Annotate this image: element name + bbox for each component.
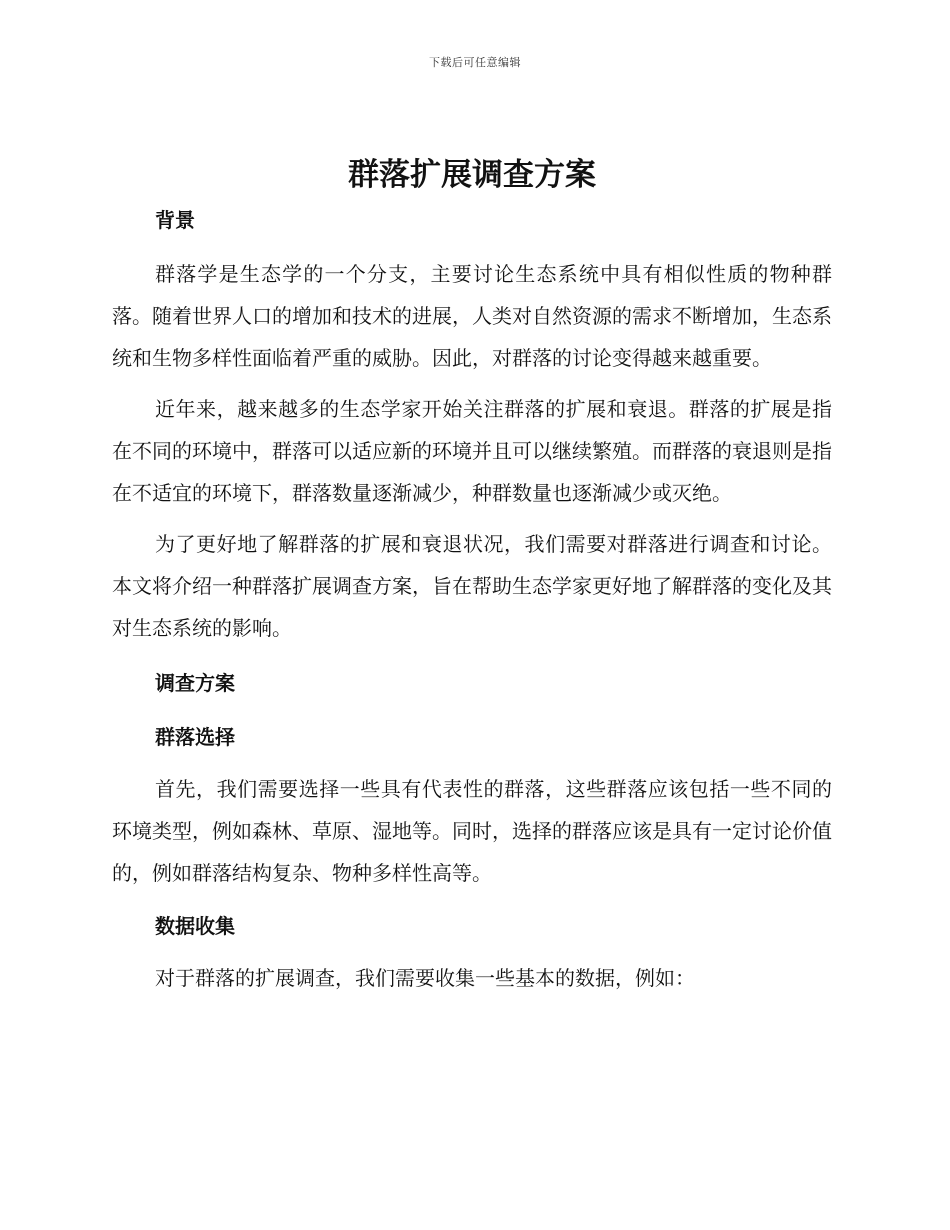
- subsection-heading-data-collection: 数据收集: [155, 914, 235, 938]
- document-body: [112, 150, 832, 999]
- paragraph-background-2: 近年来，越来越多的生态学家开始关注群落的扩展和衰退。群落的扩展是指在不同的环境中，群落可以适应新的环境并且可以继续繁殖。而群落的衰退则是指在不适宜的环境下，群落数量逐渐减少，种群数量也逐渐减少或灭绝。: [112, 397, 832, 505]
- document-title: 群落扩展调查方案: [348, 157, 596, 193]
- section-heading-background: 背景: [155, 208, 195, 232]
- paragraph-background-1: 群落学是生态学的一个分支，主要讨论生态系统中具有相似性质的物种群落。随着世界人口的增加和技术的进展，人类对自然资源的需求不断增加，生态系统和生物多样性面临着严重的威胁。因此，对群落的讨论变得越来越重要。: [112, 262, 832, 370]
- paragraph-background-3: 为了更好地了解群落的扩展和衰退状况，我们需要对群落进行调查和讨论。本文将介绍一种群落扩展调查方案，旨在帮助生态学家更好地了解群落的变化及其对生态系统的影响。: [112, 532, 832, 640]
- section-heading-survey-plan: 调查方案: [155, 671, 235, 695]
- paragraph-data-collection: 对于群落的扩展调查，我们需要收集一些基本的数据，例如：: [155, 966, 695, 990]
- page-header-note: 下载后可任意编辑: [429, 56, 521, 69]
- subsection-heading-community-selection: 群落选择: [155, 725, 235, 749]
- paragraph-community-selection: 首先，我们需要选择一些具有代表性的群落，这些群落应该包括一些不同的环境类型，例如森林、草原、湿地等。同时，选择的群落应该是具有一定讨论价值的，例如群落结构复杂、物种多样性高等。: [112, 777, 832, 885]
